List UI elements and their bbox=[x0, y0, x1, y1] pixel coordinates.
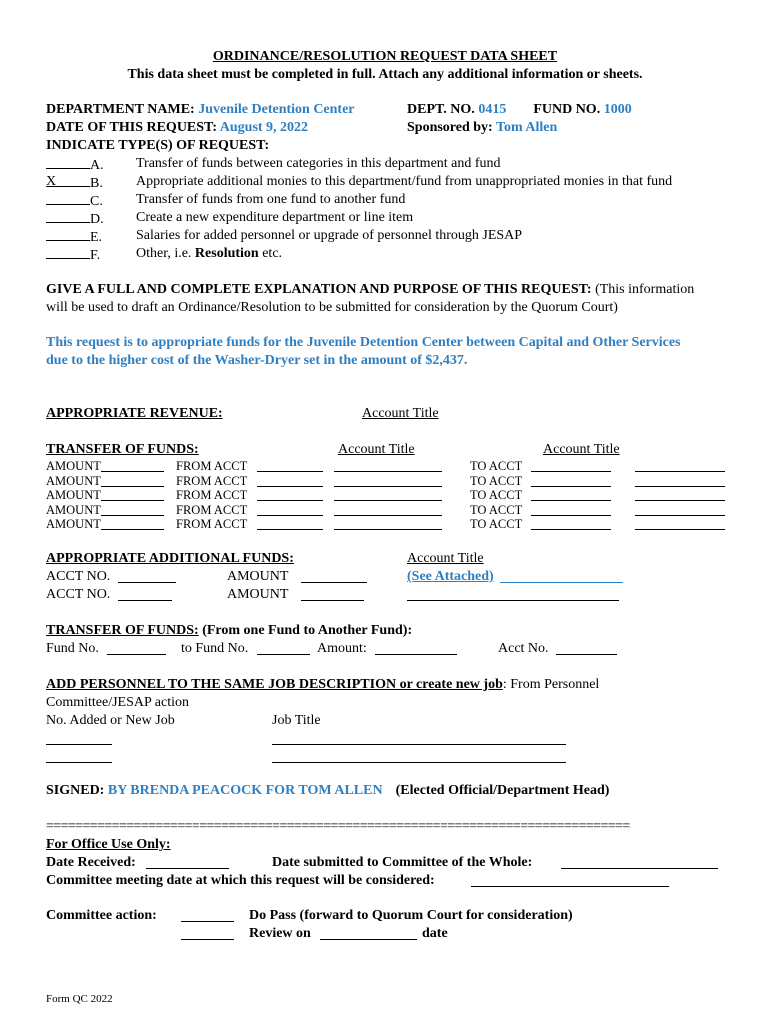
type-letter: D. bbox=[90, 212, 104, 227]
additional-funds-account-title: Account Title bbox=[407, 551, 484, 566]
job-title-field[interactable] bbox=[272, 744, 566, 745]
no-added-label: No. Added or New Job bbox=[46, 713, 175, 728]
from-acct-field[interactable] bbox=[257, 471, 323, 472]
dept-name-value: Juvenile Detention Center bbox=[198, 102, 355, 117]
from-title-field[interactable] bbox=[334, 471, 442, 472]
fund-acct-no-field[interactable] bbox=[556, 654, 617, 655]
meeting-date-field[interactable] bbox=[471, 886, 669, 887]
request-type-item bbox=[46, 157, 104, 173]
see-attached-underline bbox=[500, 582, 623, 583]
separator: ================================================================================ bbox=[46, 820, 630, 834]
to-acct-label: TO ACCT bbox=[470, 488, 523, 502]
acct-no-field[interactable] bbox=[118, 582, 176, 583]
committee-action-label: Committee action: bbox=[46, 908, 157, 923]
document-subtitle: This data sheet must be completed in full. Attach any additional information or sheets. bbox=[127, 67, 643, 82]
appropriate-revenue-account-title: Account Title bbox=[362, 406, 439, 421]
to-fund-no-field[interactable] bbox=[257, 654, 310, 655]
sponsor-label: Sponsored by: bbox=[407, 120, 493, 135]
fund-transfer-heading-row bbox=[46, 624, 412, 638]
amount-field[interactable] bbox=[301, 600, 364, 601]
personnel-heading-row bbox=[46, 678, 599, 692]
date-received-label: Date Received: bbox=[46, 855, 136, 870]
review-date-field[interactable] bbox=[320, 939, 417, 940]
amount-field[interactable] bbox=[101, 500, 164, 501]
from-title-field[interactable] bbox=[334, 486, 442, 487]
explanation-heading-row bbox=[46, 283, 694, 297]
amount-label: AMOUNT bbox=[46, 474, 101, 488]
amount-field[interactable] bbox=[101, 529, 164, 530]
review-on-label: Review on bbox=[249, 926, 311, 941]
to-title-field[interactable] bbox=[635, 515, 725, 516]
fund-transfer-heading: TRANSFER OF FUNDS: bbox=[46, 623, 199, 638]
no-added-field[interactable] bbox=[46, 744, 112, 745]
dept-name-row bbox=[46, 103, 355, 117]
to-acct-field[interactable] bbox=[531, 500, 611, 501]
to-title-field[interactable] bbox=[635, 500, 725, 501]
amount-label: AMOUNT bbox=[46, 488, 101, 502]
from-acct-field[interactable] bbox=[257, 500, 323, 501]
request-date-row bbox=[46, 121, 308, 135]
signed-value: BY BRENDA PEACOCK FOR TOM ALLEN bbox=[107, 783, 383, 798]
type-text: Appropriate additional monies to this department/fund from unappropriated monies in that fund bbox=[136, 174, 673, 189]
request-type-item bbox=[46, 193, 103, 209]
additional-funds-heading: APPROPRIATE ADDITIONAL FUNDS: bbox=[46, 551, 294, 566]
form-id: Form QC 2022 bbox=[46, 993, 113, 1005]
to-acct-field[interactable] bbox=[531, 529, 611, 530]
fund-no-label: Fund No. bbox=[46, 641, 99, 656]
explanation-heading: GIVE A FULL AND COMPLETE EXPLANATION AND PURPOSE OF THIS REQUEST: bbox=[46, 282, 592, 297]
to-acct-label: TO ACCT bbox=[470, 503, 523, 517]
dept-name-label: DEPARTMENT NAME: bbox=[46, 102, 195, 117]
from-acct-field[interactable] bbox=[257, 486, 323, 487]
personnel-heading: ADD PERSONNEL TO THE SAME JOB DESCRIPTION or create new job bbox=[46, 677, 503, 692]
from-acct-label: FROM ACCT bbox=[176, 459, 248, 473]
fund-no-value: 1000 bbox=[603, 102, 632, 117]
from-acct-label: FROM ACCT bbox=[176, 517, 248, 531]
to-acct-field[interactable] bbox=[531, 486, 611, 487]
type-checkbox[interactable] bbox=[46, 193, 90, 205]
type-text: Other, i.e. Resolution etc. bbox=[136, 246, 283, 261]
to-title-field[interactable] bbox=[635, 486, 725, 487]
review-date-label: date bbox=[422, 926, 448, 941]
type-letter: E. bbox=[90, 230, 103, 245]
date-submitted-label: Date submitted to Committee of the Whole: bbox=[272, 855, 533, 870]
to-acct-label: TO ACCT bbox=[470, 459, 523, 473]
explanation-note: (This information bbox=[591, 282, 695, 297]
date-received-field[interactable] bbox=[146, 868, 229, 869]
explanation-body-2: due to the higher cost of the Washer-Dryer set in the amount of $2,437. bbox=[46, 353, 468, 368]
explanation-note-2: will be used to draft an Ordinance/Resolution to be submitted for consideration by the Quorum Court) bbox=[46, 300, 618, 315]
from-acct-label: FROM ACCT bbox=[176, 503, 248, 517]
dept-no-value: 0415 bbox=[478, 102, 507, 117]
review-field[interactable] bbox=[181, 939, 234, 940]
to-acct-label: TO ACCT bbox=[470, 474, 523, 488]
request-date-value: August 9, 2022 bbox=[219, 120, 309, 135]
amount-field[interactable] bbox=[101, 471, 164, 472]
document-title: ORDINANCE/RESOLUTION REQUEST DATA SHEET bbox=[212, 49, 558, 64]
fund-amount-field[interactable] bbox=[375, 654, 457, 655]
amount-field[interactable] bbox=[101, 515, 164, 516]
sponsor-row bbox=[407, 121, 557, 135]
type-letter: B. bbox=[90, 176, 103, 191]
job-title-field[interactable] bbox=[272, 762, 566, 763]
fund-acct-no-label: Acct No. bbox=[498, 641, 549, 656]
type-letter: A. bbox=[90, 158, 104, 173]
amount-label: AMOUNT bbox=[46, 503, 101, 517]
type-text: Transfer of funds between categories in this department and fund bbox=[136, 156, 501, 171]
from-title-field[interactable] bbox=[334, 515, 442, 516]
date-submitted-field[interactable] bbox=[561, 868, 718, 869]
amount-label: AMOUNT bbox=[46, 459, 101, 473]
transfer-account-title-from: Account Title bbox=[338, 442, 415, 457]
office-use-heading: For Office Use Only: bbox=[46, 837, 171, 852]
explanation-body-1: This request is to appropriate funds for the Juvenile Detention Center between Capital and Other Services bbox=[46, 335, 681, 350]
transfer-funds-heading: TRANSFER OF FUNDS: bbox=[46, 442, 199, 457]
type-letter: C. bbox=[90, 194, 103, 209]
from-acct-label: FROM ACCT bbox=[176, 474, 248, 488]
to-acct-field[interactable] bbox=[531, 515, 611, 516]
amount-label: AMOUNT bbox=[46, 517, 101, 531]
no-added-field[interactable] bbox=[46, 762, 112, 763]
acct-no-label: ACCT NO. bbox=[46, 569, 111, 584]
to-acct-field[interactable] bbox=[531, 471, 611, 472]
to-acct-label: TO ACCT bbox=[470, 517, 523, 531]
acct-no-field[interactable] bbox=[118, 600, 172, 601]
from-acct-field[interactable] bbox=[257, 515, 323, 516]
from-acct-field[interactable] bbox=[257, 529, 323, 530]
to-title-field[interactable] bbox=[635, 471, 725, 472]
request-type-item bbox=[46, 247, 100, 263]
type-text: Salaries for added personnel or upgrade of personnel through JESAP bbox=[136, 228, 523, 243]
amount-label: AMOUNT bbox=[227, 587, 289, 602]
request-types-label: INDICATE TYPE(S) OF REQUEST: bbox=[46, 138, 270, 153]
appropriate-revenue-heading: APPROPRIATE REVENUE: bbox=[46, 406, 223, 421]
fund-no-label: FUND NO. bbox=[533, 102, 601, 117]
type-text: Transfer of funds from one fund to another fund bbox=[136, 192, 406, 207]
amount-label: AMOUNT bbox=[227, 569, 289, 584]
request-type-item bbox=[46, 211, 104, 227]
fund-amount-label: Amount: bbox=[317, 641, 367, 656]
type-letter: F. bbox=[90, 248, 101, 263]
see-attached-link[interactable]: (See Attached) bbox=[407, 569, 494, 584]
type-checkbox[interactable] bbox=[46, 247, 90, 259]
request-type-item bbox=[46, 229, 102, 245]
sponsor-value: Tom Allen bbox=[495, 120, 558, 135]
type-checkbox[interactable] bbox=[46, 211, 90, 223]
to-title-field[interactable] bbox=[635, 529, 725, 530]
personnel-line-2: Committee/JESAP action bbox=[46, 695, 189, 710]
amount-field[interactable] bbox=[301, 582, 367, 583]
account-title-field[interactable] bbox=[407, 600, 619, 601]
type-text: Create a new expenditure department or line item bbox=[136, 210, 414, 225]
meeting-date-label: Committee meeting date at which this request will be considered: bbox=[46, 873, 435, 888]
signed-row bbox=[46, 784, 609, 798]
do-pass-label: Do Pass (forward to Quorum Court for consideration) bbox=[249, 908, 573, 923]
from-title-field[interactable] bbox=[334, 500, 442, 501]
signed-label: SIGNED: bbox=[46, 783, 105, 798]
signed-role: (Elected Official/Department Head) bbox=[395, 783, 610, 798]
transfer-account-title-to: Account Title bbox=[543, 442, 620, 457]
fund-transfer-heading-rest: (From one Fund to Another Fund): bbox=[198, 623, 413, 638]
type-checkbox[interactable] bbox=[46, 229, 90, 241]
request-date-label: DATE OF THIS REQUEST: bbox=[46, 120, 218, 135]
to-fund-no-label: to Fund No. bbox=[181, 641, 249, 656]
acct-no-label: ACCT NO. bbox=[46, 587, 111, 602]
type-checkbox[interactable]: X bbox=[46, 175, 90, 187]
personnel-heading-rest: : From Personnel bbox=[502, 677, 600, 692]
dept-no-row bbox=[407, 103, 632, 117]
do-pass-field[interactable] bbox=[181, 921, 234, 922]
fund-no-field[interactable] bbox=[107, 654, 166, 655]
from-acct-label: FROM ACCT bbox=[176, 488, 248, 502]
job-title-label: Job Title bbox=[272, 713, 321, 728]
amount-field[interactable] bbox=[101, 486, 164, 487]
from-title-field[interactable] bbox=[334, 529, 442, 530]
request-type-item bbox=[46, 175, 103, 191]
type-checkbox[interactable] bbox=[46, 157, 90, 169]
dept-no-label: DEPT. NO. bbox=[407, 102, 475, 117]
